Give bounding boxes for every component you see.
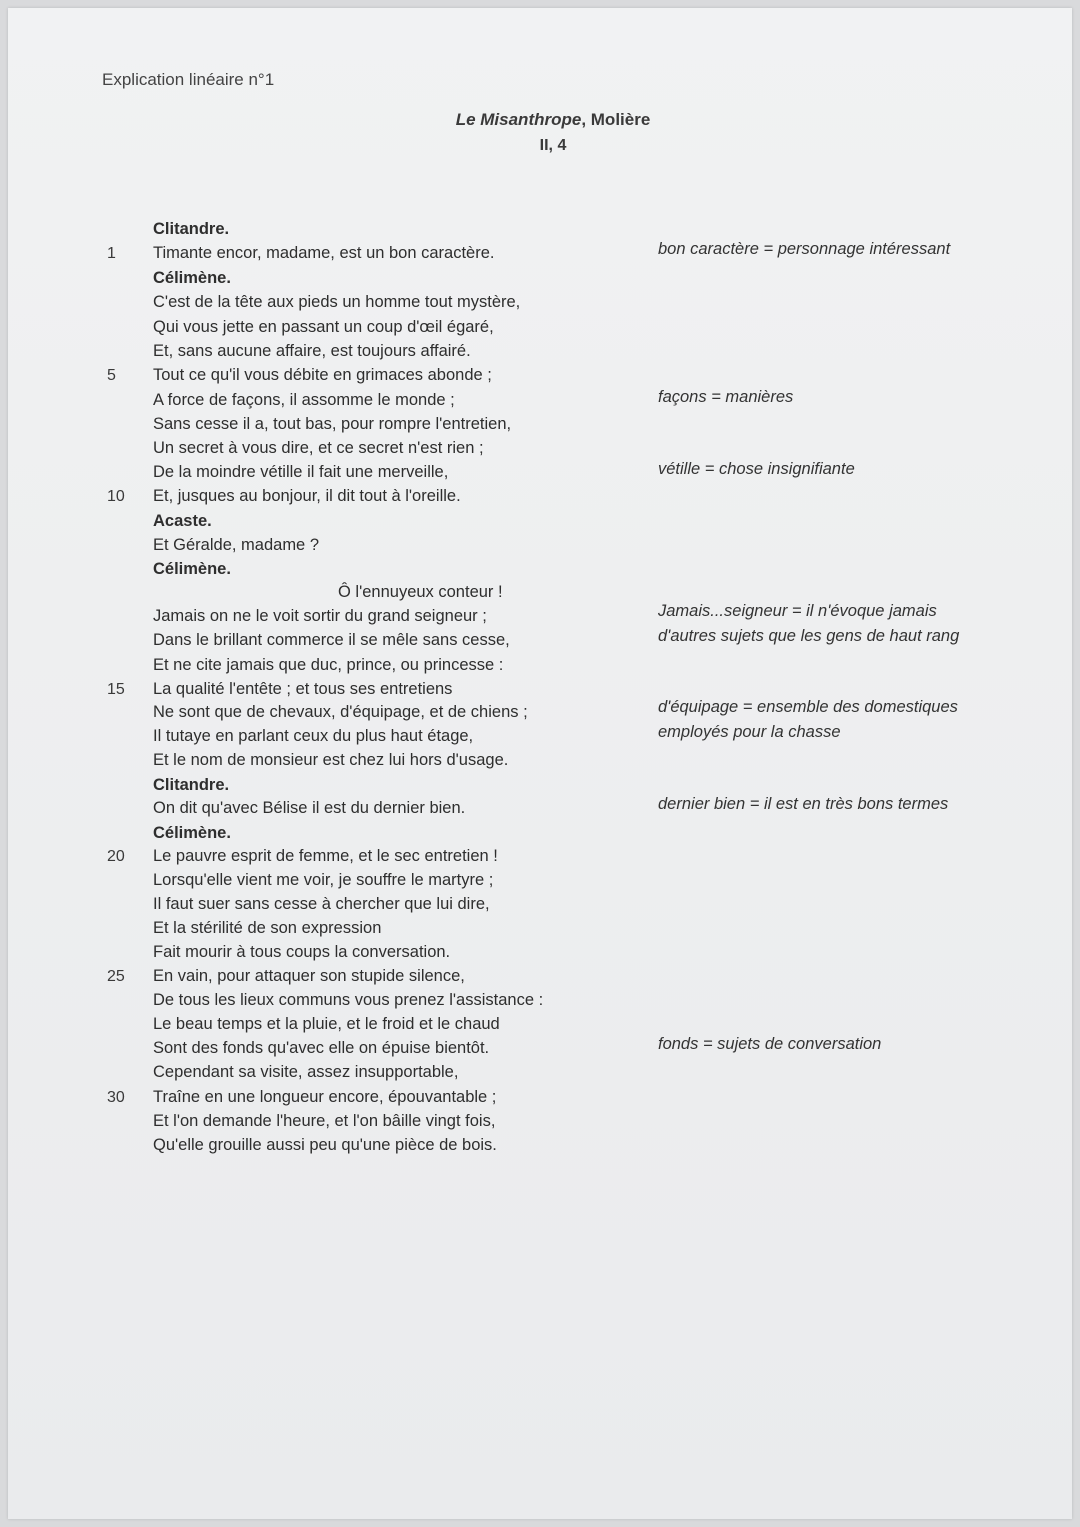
verse-line: En vain, pour attaquer son stupide silence,: [153, 967, 465, 985]
line-number: 30: [107, 1089, 125, 1106]
author: , Molière: [581, 110, 651, 129]
speaker-name: Acaste.: [153, 512, 212, 530]
verse-line: Qu'elle grouille aussi peu qu'une pièce de bois.: [153, 1136, 497, 1154]
margin-note: employés pour la chasse: [658, 723, 841, 741]
verse-line: Et le nom de monsieur est chez lui hors d'usage.: [153, 751, 509, 769]
verse-line: Fait mourir à tous coups la conversation.: [153, 943, 451, 961]
speaker-name: Clitandre.: [153, 220, 230, 238]
verse-line: Ne sont que de chevaux, d'équipage, et de chiens ;: [153, 703, 528, 721]
margin-note: Jamais...seigneur = il n'évoque jamais: [658, 602, 937, 620]
verse-line: Qui vous jette en passant un coup d'œil égaré,: [153, 318, 494, 336]
verse-line: Dans le brillant commerce il se mêle sans cesse,: [153, 631, 510, 649]
verse-line: De tous les lieux communs vous prenez l'assistance :: [153, 991, 544, 1009]
verse-line: Ô l'ennuyeux conteur !: [338, 583, 503, 601]
document-title: [8, 110, 1080, 130]
margin-note: d'autres sujets que les gens de haut rang: [658, 627, 960, 645]
verse-line: Timante encor, madame, est un bon caractère.: [153, 244, 495, 262]
verse-line: La qualité l'entête ; et tous ses entretiens: [153, 680, 453, 698]
margin-note: vétille = chose insignifiante: [658, 460, 855, 478]
work-title: Le Misanthrope: [455, 110, 582, 129]
verse-line: Sans cesse il a, tout bas, pour rompre l'entretien,: [153, 415, 512, 433]
verse-line: Le beau temps et la pluie, et le froid et le chaud: [153, 1015, 500, 1033]
verse-line: De la moindre vétille il fait une merveille,: [153, 463, 449, 481]
speaker-name: Célimène.: [153, 824, 231, 842]
margin-note: dernier bien = il est en très bons termes: [658, 795, 949, 813]
speaker-name: Célimène.: [153, 269, 231, 287]
verse-line: Traîne en une longueur encore, épouvantable ;: [153, 1088, 497, 1106]
margin-note: façons = manières: [658, 388, 794, 406]
verse-line: Jamais on ne le voit sortir du grand seigneur ;: [153, 607, 487, 625]
line-number: 10: [107, 488, 125, 505]
verse-line: Il tutaye en parlant ceux du plus haut étage,: [153, 727, 474, 745]
verse-line: Il faut suer sans cesse à chercher que lui dire,: [153, 895, 490, 913]
verse-line: Et Géralde, madame ?: [153, 536, 319, 554]
verse-line: On dit qu'avec Bélise il est du dernier bien.: [153, 799, 466, 817]
document-label: Explication linéaire n°1: [102, 70, 275, 89]
verse-line: Le pauvre esprit de femme, et le sec entretien !: [153, 847, 498, 865]
scene-reference: II, 4: [539, 137, 567, 154]
verse-line: Et, sans aucune affaire, est toujours affairé.: [153, 342, 471, 360]
verse-line: Lorsqu'elle vient me voir, je souffre le martyre ;: [153, 871, 494, 889]
verse-line: Cependant sa visite, assez insupportable,: [153, 1063, 459, 1081]
verse-line: Et ne cite jamais que duc, prince, ou princesse :: [153, 656, 504, 674]
verse-line: Et, jusques au bonjour, il dit tout à l'oreille.: [153, 487, 461, 505]
line-number: 15: [107, 681, 125, 698]
verse-line: C'est de la tête aux pieds un homme tout mystère,: [153, 293, 521, 311]
verse-line: Un secret à vous dire, et ce secret n'est rien ;: [153, 439, 484, 457]
line-number: 1: [107, 245, 116, 262]
line-number: 25: [107, 968, 125, 985]
line-number: 20: [107, 848, 125, 865]
line-number: 5: [107, 367, 116, 384]
verse-line: Et la stérilité de son expression: [153, 919, 382, 937]
verse-line: Et l'on demande l'heure, et l'on bâille vingt fois,: [153, 1112, 496, 1130]
margin-note: d'équipage = ensemble des domestiques: [658, 698, 958, 716]
verse-line: A force de façons, il assomme le monde ;: [153, 391, 455, 409]
margin-note: bon caractère = personnage intéressant: [658, 240, 951, 258]
speaker-name: Célimène.: [153, 560, 231, 578]
document-page: [8, 8, 1072, 1519]
speaker-name: Clitandre.: [153, 776, 230, 794]
verse-line: Sont des fonds qu'avec elle on épuise bientôt.: [153, 1039, 490, 1057]
margin-note: fonds = sujets de conversation: [658, 1035, 882, 1053]
verse-line: Tout ce qu'il vous débite en grimaces abonde ;: [153, 366, 492, 384]
